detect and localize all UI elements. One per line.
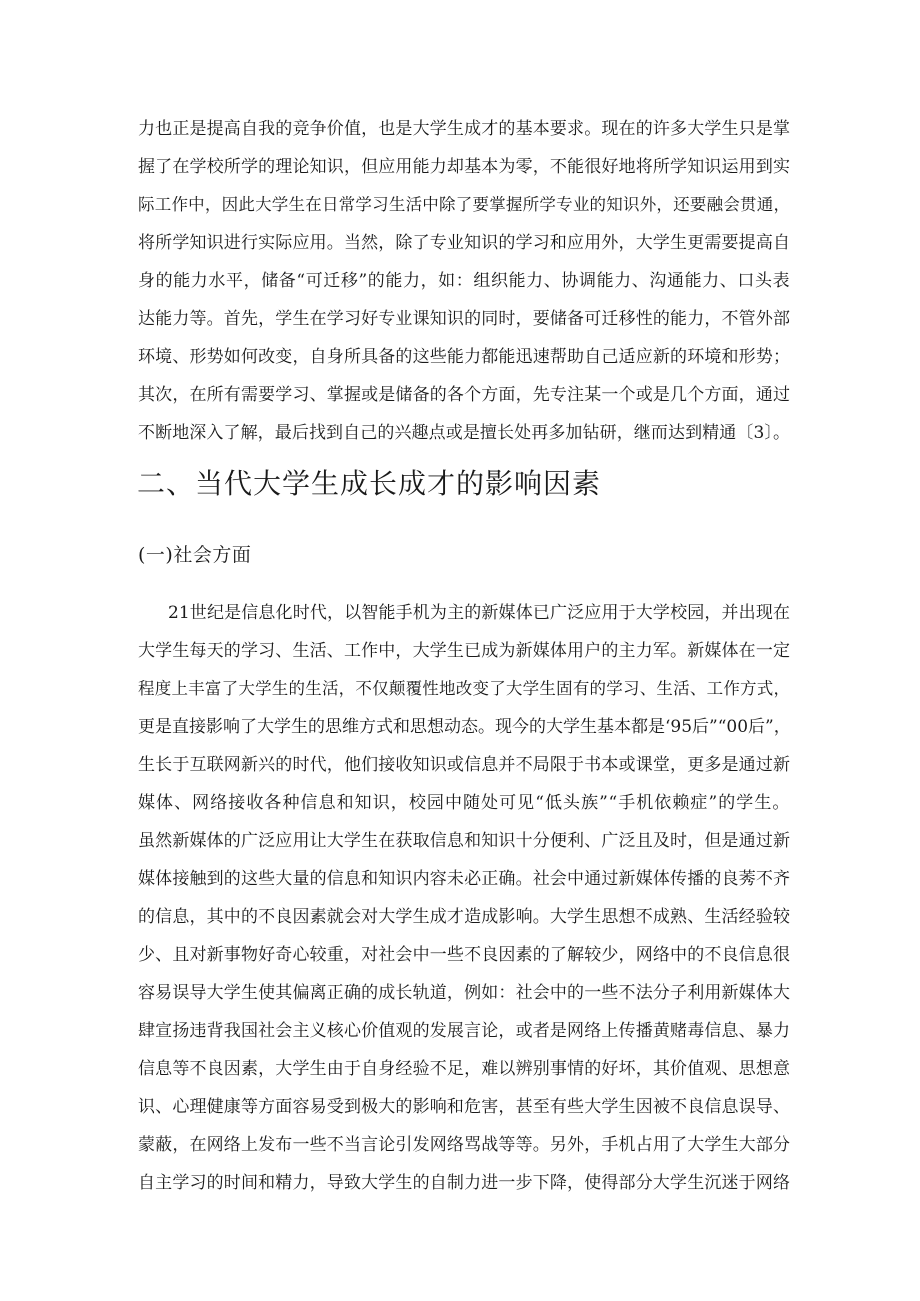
subsection-heading: (一)社会方面 — [138, 544, 252, 566]
paragraph-line: 媒体、网络接收各种信息和知识，校园中随处可见“低头族”“手机依赖症”的学生。 — [138, 793, 790, 813]
paragraph-line: 少、且对新事物好奇心较重，对社会中一些不良因素的了解较少，网络中的不良信息很 — [138, 945, 790, 965]
paragraph-line: 虽然新媒体的广泛应用让大学生在获取信息和知识十分便利、广泛且及时，但是通过新 — [138, 831, 790, 851]
paragraph-line: 程度上丰富了大学生的生活，不仅颠覆性地改变了大学生固有的学习、生活、工作方式， — [138, 679, 790, 698]
paragraph-line: 自主学习的时间和精力，导致大学生的自制力进一步下降，使得部分大学生沉迷于网络 — [138, 1173, 790, 1193]
paragraph-line: 21世纪是信息化时代，以智能手机为主的新媒体已广泛应用于大学校园，并出现在 — [168, 603, 790, 623]
paragraph-line: 力也正是提高自我的竞争价值，也是大学生成才的基本要求。现在的许多大学生只是掌 — [138, 119, 790, 139]
paragraph-line: 的信息，其中的不良因素就会对大学生成才造成影响。大学生思想不成熟、生活经验较 — [138, 907, 790, 927]
section-heading: 二、当代大学生成长成才的影响因素 — [137, 467, 602, 500]
paragraph-line: 信息等不良因素，大学生由于自身经验不足，难以辨别事情的好坏，其价值观、思想意 — [138, 1059, 790, 1079]
paragraph-line: 握了在学校所学的理论知识，但应用能力却基本为零，不能很好地将所学知识运用到实 — [138, 157, 790, 177]
paragraph-line: 际工作中，因此大学生在日常学习生活中除了要掌握所学专业的知识外，还要融会贯通， — [138, 195, 790, 214]
paragraph-line: 生长于互联网新兴的时代，他们接收知识或信息并不局限于书本或课堂，更多是通过新 — [138, 755, 790, 775]
paragraph-line: 环境、形势如何改变，自身所具备的这些能力都能迅速帮助自己适应新的环境和形势； — [138, 347, 790, 367]
paragraph-line: 肆宣扬违背我国社会主义核心价值观的发展言论，或者是网络上传播黄赌毒信息、暴力 — [138, 1021, 790, 1041]
paragraph-line: 达能力等。首先，学生在学习好专业课知识的同时，要储备可迁移性的能力，不管外部 — [138, 309, 790, 329]
paragraph-line: 不断地深入了解，最后找到自己的兴趣点或是擅长处再多加钻研，继而达到精通〔3〕。 — [138, 423, 790, 443]
paragraph-line: 将所学知识进行实际应用。当然，除了专业知识的学习和应用外，大学生更需要提高自 — [138, 233, 790, 253]
paragraph-line: 更是直接影响了大学生的思维方式和思想动态。现今的大学生基本都是‘95后”“00后”， — [138, 717, 791, 737]
paragraph-line: 媒体接触到的这些大量的信息和知识内容未必正确。社会中通过新媒体传播的良莠不齐 — [138, 869, 790, 889]
paragraph-line: 容易误导大学生使其偏离正确的成长轨道，例如：社会中的一些不法分子利用新媒体大 — [138, 983, 790, 1003]
paragraph-line: 其次，在所有需要学习、掌握或是储备的各个方面，先专注某一个或是几个方面，通过 — [138, 385, 790, 405]
paragraph-line: 蒙蔽，在网络上发布一些不当言论引发网络骂战等等。另外，手机占用了大学生大部分 — [138, 1135, 790, 1155]
paragraph-line: 识、心理健康等方面容易受到极大的影响和危害，甚至有些大学生因被不良信息误导、 — [138, 1097, 790, 1117]
paragraph-line: 大学生每天的学习、生活、工作中，大学生已成为新媒体用户的主力军。新媒体在一定 — [138, 641, 790, 661]
paragraph-line: 身的能力水平，储备“可迁移”的能力，如：组织能力、协调能力、沟通能力、口头表 — [138, 271, 791, 291]
